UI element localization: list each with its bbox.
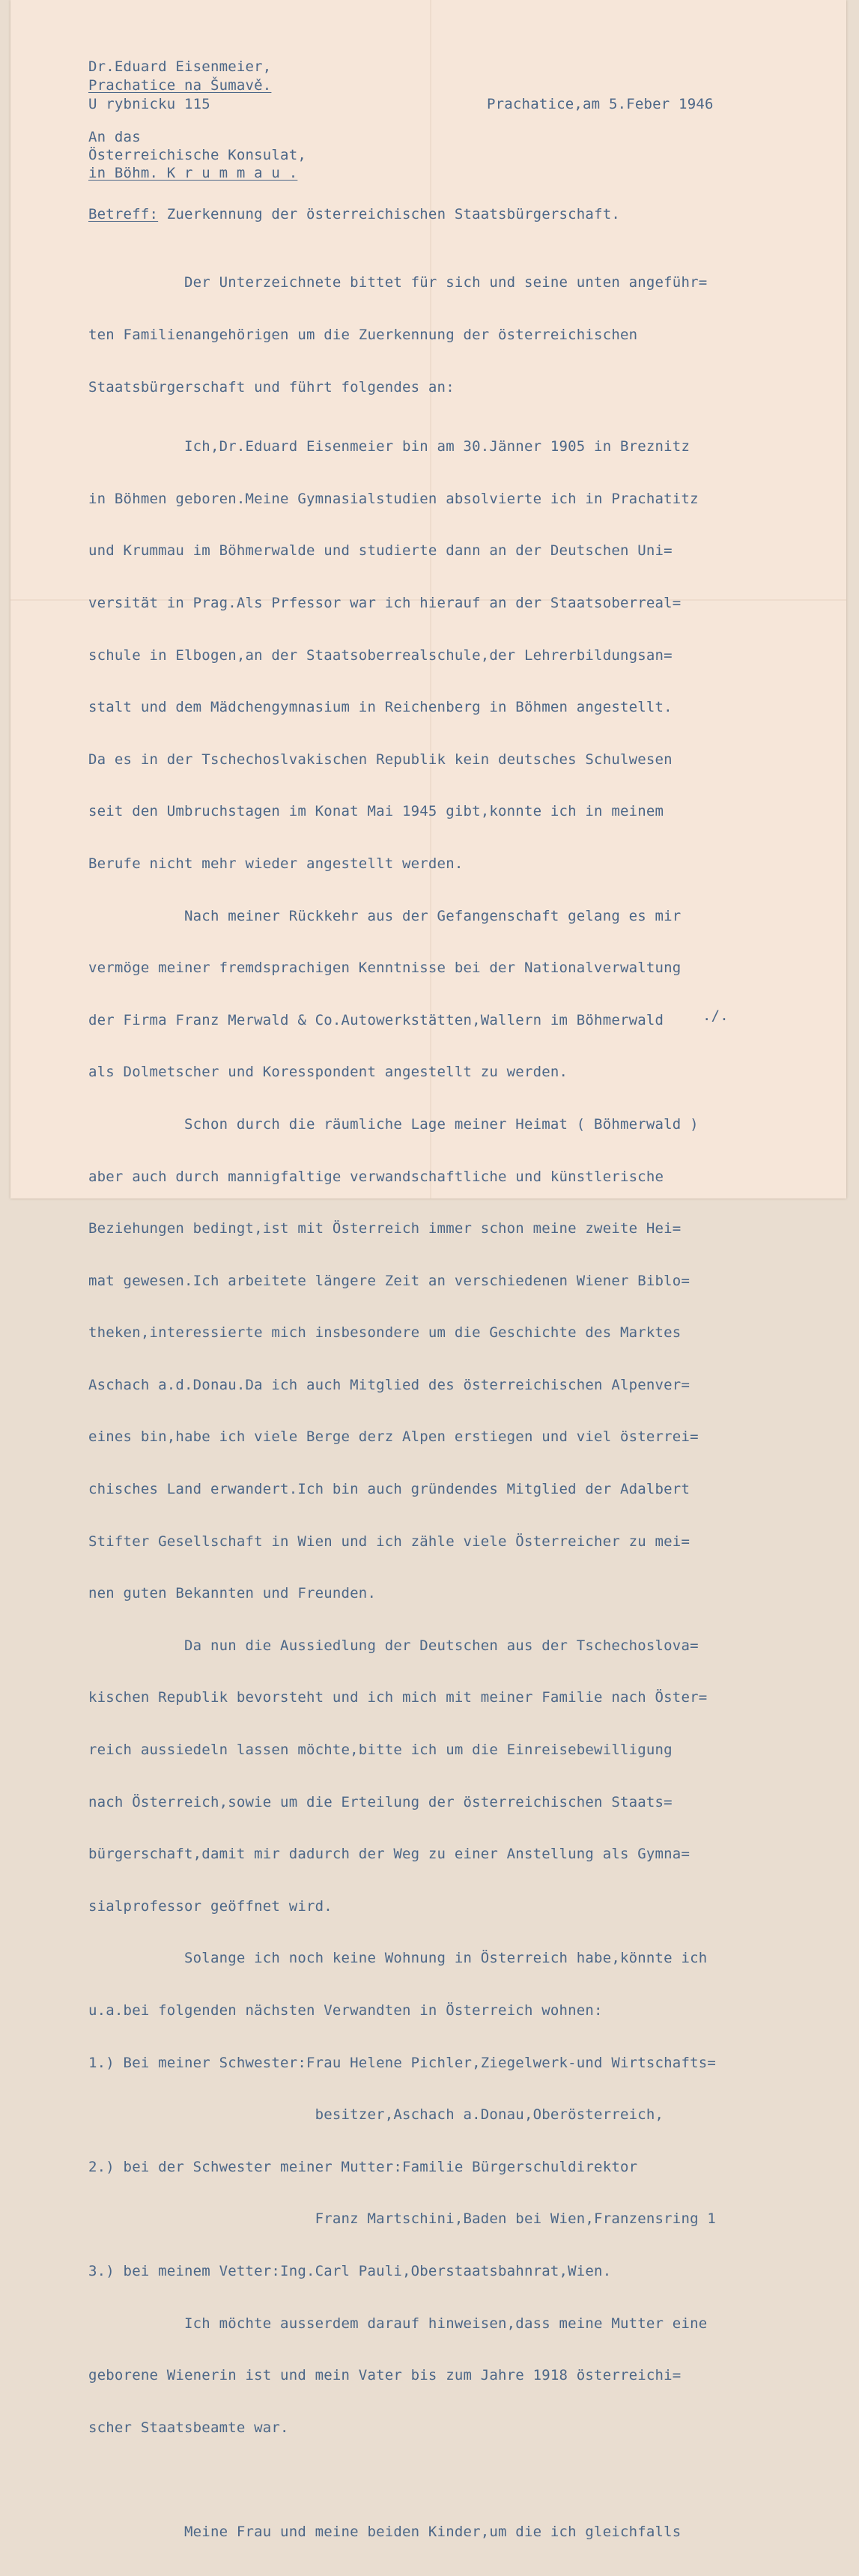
body-line: Staatsbürgerschaft und führt folgendes an:: [88, 378, 455, 396]
body-line: aber auch durch mannigfaltige verwandschaftliche und künstlerische: [88, 1168, 664, 1185]
subject-text: Zuerkennung der österreichischen Staatsbürgerschaft.: [158, 206, 620, 222]
body-line: geborene Wienerin ist und mein Vater bis zum Jahre 1918 österreichi=: [88, 2367, 682, 2384]
body-line: seit den Umbruchstagen im Konat Mai 1945 gibt,konnte ich in meinem: [88, 803, 664, 820]
body-line: Franz Martschini,Baden bei Wien,Franzensring 1: [88, 2210, 717, 2228]
subject-label: Betreff:: [88, 206, 159, 222]
body-line: theken,interessierte mich insbesondere um die Geschichte des Marktes: [88, 1324, 682, 1342]
sender-name: Dr.Eduard Eisenmeier,: [88, 58, 272, 75]
body-line: u.a.bei folgenden nächsten Verwandten in Österreich wohnen:: [88, 2002, 603, 2019]
body-line: als Dolmetscher und Koresspondent angestellt zu werden.: [88, 1064, 568, 1081]
body-line: Da nun die Aussiedlung der Deutschen aus der Tschechoslova=: [88, 1637, 699, 1654]
body-line: Meine Frau und meine beiden Kinder,um die ich gleichfalls: [88, 2523, 682, 2540]
body-line: nen guten Bekannten und Freunden.: [88, 1585, 377, 1602]
body-line: Schon durch die räumliche Lage meiner Heimat ( Böhmerwald ): [88, 1115, 699, 1133]
body-line: chisches Land erwandert.Ich bin auch gründendes Mitglied der Adalbert: [88, 1481, 690, 1498]
body-line: 2.) bei der Schwester meiner Mutter:Familie Bürgerschuldirektor: [88, 2158, 638, 2175]
body-line: Solange ich noch keine Wohnung in Österreich habe,könnte ich: [88, 1950, 708, 1967]
continuation-mark: ./.: [702, 1007, 729, 1024]
body-line: bürgerschaft,damit mir dadurch der Weg zu einer Anstellung als Gymna=: [88, 1846, 690, 1863]
body-line: scher Staatsbeamte war.: [88, 2419, 289, 2436]
sender-street: U rybnicku 115: [88, 96, 210, 112]
body-line: stalt und dem Mädchengymnasium in Reichenberg in Böhmen angestellt.: [88, 699, 673, 716]
body-line: Nach meiner Rückkehr aus der Gefangenschaft gelang es mir: [88, 907, 682, 924]
body-line: [88, 2471, 716, 2488]
body-line: Da es in der Tschechoslvakischen Republik kein deutsches Schulwesen: [88, 751, 673, 768]
recipient-line-1: An das: [88, 129, 141, 145]
body-line: der Firma Franz Merwald & Co.Autowerkstätten,Wallern im Böhmerwald: [88, 1011, 664, 1028]
body-line: 1.) Bei meiner Schwester:Frau Helene Pichler,Ziegelwerk-und Wirtschafts=: [88, 2054, 717, 2071]
body-line: reich aussiedeln lassen möchte,bitte ich um die Einreisebewilligung: [88, 1742, 673, 1759]
subject-line: [88, 206, 620, 222]
body-line: und Krummau im Böhmerwalde und studierte dann an der Deutschen Uni=: [88, 542, 673, 560]
body-line: in Böhmen geboren.Meine Gymnasialstudien absolvierte ich in Prachatitz: [88, 490, 699, 507]
body-line: nach Österreich,sowie um die Erteilung der österreichischen Staats=: [88, 1793, 673, 1810]
recipient-line-2: Österreichische Konsulat,: [88, 147, 306, 163]
body-line: kischen Republik bevorsteht und ich mich mit meiner Familie nach Öster=: [88, 1689, 708, 1706]
body-line: Der Unterzeichnete bittet für sich und seine unten angeführ=: [88, 274, 708, 291]
body-line: versität in Prag.Als Prfessor war ich hierauf an der Staatsoberreal=: [88, 594, 682, 611]
body-line: Berufe nicht mehr wieder angestellt werden.: [88, 855, 464, 872]
body-line: vermöge meiner fremdsprachigen Kenntnisse bei der Nationalverwaltung: [88, 960, 682, 977]
body-line: Beziehungen bedingt,ist mit Österreich immer schon meine zweite Hei=: [88, 1220, 682, 1237]
body-line: Ich möchte ausserdem darauf hinweisen,dass meine Mutter eine: [88, 2315, 708, 2332]
body-line: eines bin,habe ich viele Berge derz Alpen erstiegen und viel österrei=: [88, 1428, 699, 1446]
body-line: Stifter Gesellschaft in Wien und ich zähle viele Österreicher zu mei=: [88, 1533, 690, 1550]
sender-town: Prachatice na Šumavě.: [88, 77, 272, 94]
body-line: 3.) bei meinem Vetter:Ing.Carl Pauli,Oberstaatsbahnrat,Wien.: [88, 2262, 612, 2279]
body-line: besitzer,Aschach a.Donau,Oberösterreich,: [88, 2106, 664, 2124]
recipient-line-3: in Böhm. K r u m m a u .: [88, 165, 298, 181]
body-line: sialprofessor geöffnet wird.: [88, 1897, 333, 1915]
body-line: schule in Elbogen,an der Staatsoberrealschule,der Lehrerbildungsan=: [88, 646, 673, 664]
date-line: Prachatice,am 5.Feber 1946: [487, 96, 714, 112]
letter-page: [10, 0, 846, 2540]
body-line: ten Familienangehörigen um die Zuerkennung der österreichischen: [88, 327, 638, 343]
body-line: Aschach a.d.Donau.Da ich auch Mitglied des österreichischen Alpenver=: [88, 1376, 690, 1393]
body-line: mat gewesen.Ich arbeitete längere Zeit an verschiedenen Wiener Biblo=: [88, 1272, 690, 1289]
letter-body: [88, 240, 716, 2576]
body-line: Ich,Dr.Eduard Eisenmeier bin am 30.Jänner 1905 in Breznitz: [88, 438, 690, 455]
